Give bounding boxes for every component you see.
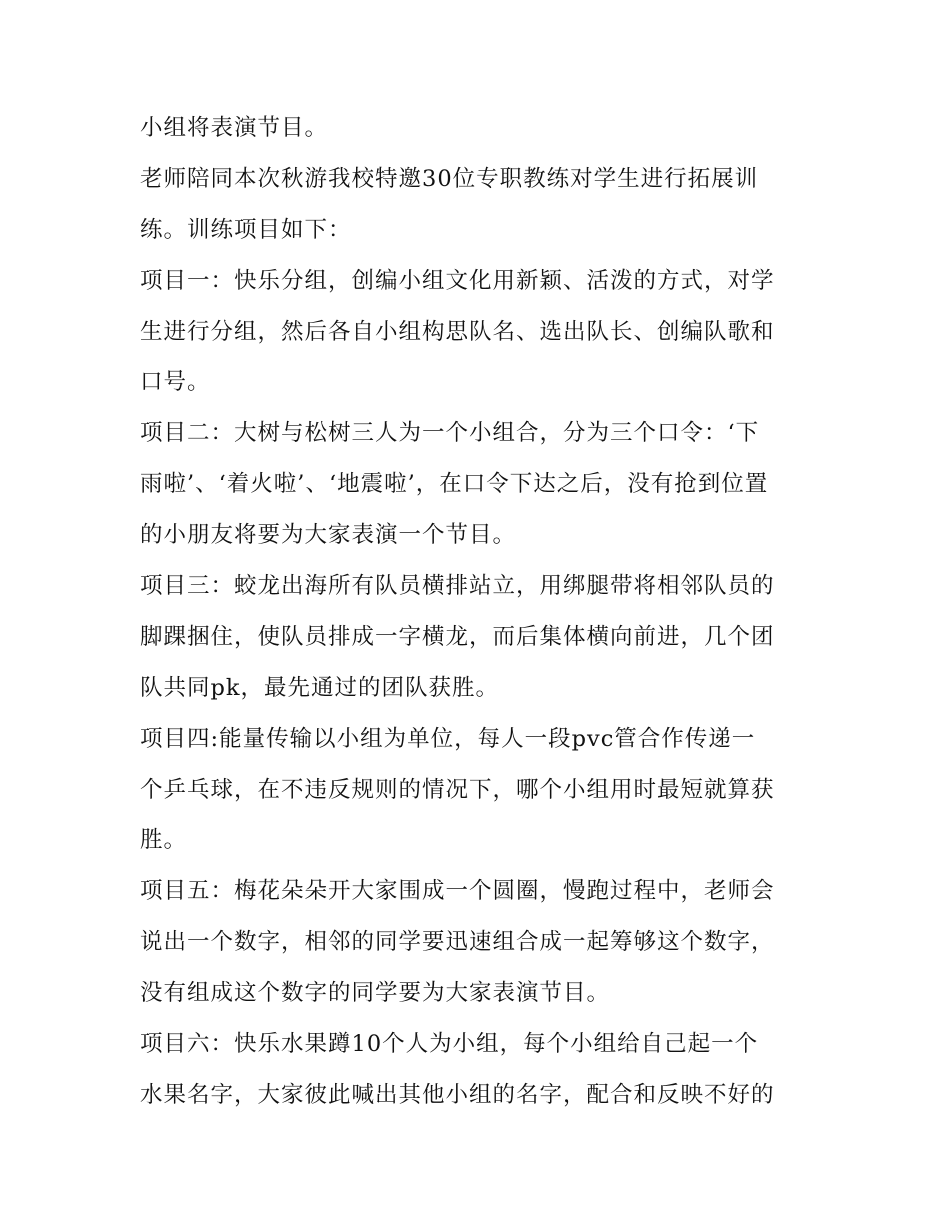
text-line: 项目六：快乐水果蹲10个人为小组，每个小组给自己起一个 bbox=[140, 1031, 759, 1058]
text-line: 生进行分组，然后各自小组构思队名、选出队长、创编队歌和 bbox=[140, 318, 775, 345]
text-line: 雨啦’、‘着火啦’、‘地震啦’，在口令下达之后，没有抢到位置 bbox=[140, 471, 769, 498]
text-line: 项目二：大树与松树三人为一个小组合，分为三个口令：‘下 bbox=[140, 420, 760, 447]
text-line: 项目五：梅花朵朵开大家围成一个圆圈，慢跑过程中，老师会 bbox=[140, 878, 775, 905]
body-text bbox=[140, 106, 820, 1124]
text-line: 队共同pk，最先通过的团队获胜。 bbox=[140, 674, 500, 701]
text-line: 项目三：蛟龙出海所有队员横排站立，用绑腿带将相邻队员的 bbox=[140, 573, 775, 600]
text-line: 练。训练项目如下： bbox=[140, 216, 352, 243]
text-line: 的小朋友将要为大家表演一个节目。 bbox=[140, 522, 517, 549]
text-line: 项目四:能量传输以小组为单位，每人一段pvc管合作传递一 bbox=[140, 725, 756, 752]
text-line: 项目一：快乐分组，创编小组文化用新颖、活泼的方式，对学 bbox=[140, 267, 775, 294]
text-line: 说出一个数字，相邻的同学要迅速组合成一起筹够这个数字， bbox=[140, 929, 775, 956]
text-line: 没有组成这个数字的同学要为大家表演节目。 bbox=[140, 980, 611, 1007]
text-line: 口号。 bbox=[140, 369, 211, 396]
text-line: 脚踝捆住，使队员排成一字横龙，而后集体横向前进，几个团 bbox=[140, 623, 775, 650]
text-line: 水果名字，大家彼此喊出其他小组的名字，配合和反映不好的 bbox=[140, 1081, 775, 1108]
text-line: 小组将表演节目。 bbox=[140, 115, 329, 141]
text-line: 个乒乓球，在不违反规则的情况下，哪个小组用时最短就算获 bbox=[140, 776, 775, 803]
text-line: 胜。 bbox=[140, 827, 188, 854]
text-line: 老师陪同本次秋游我校特邀30位专职教练对学生进行拓展训 bbox=[140, 165, 759, 192]
